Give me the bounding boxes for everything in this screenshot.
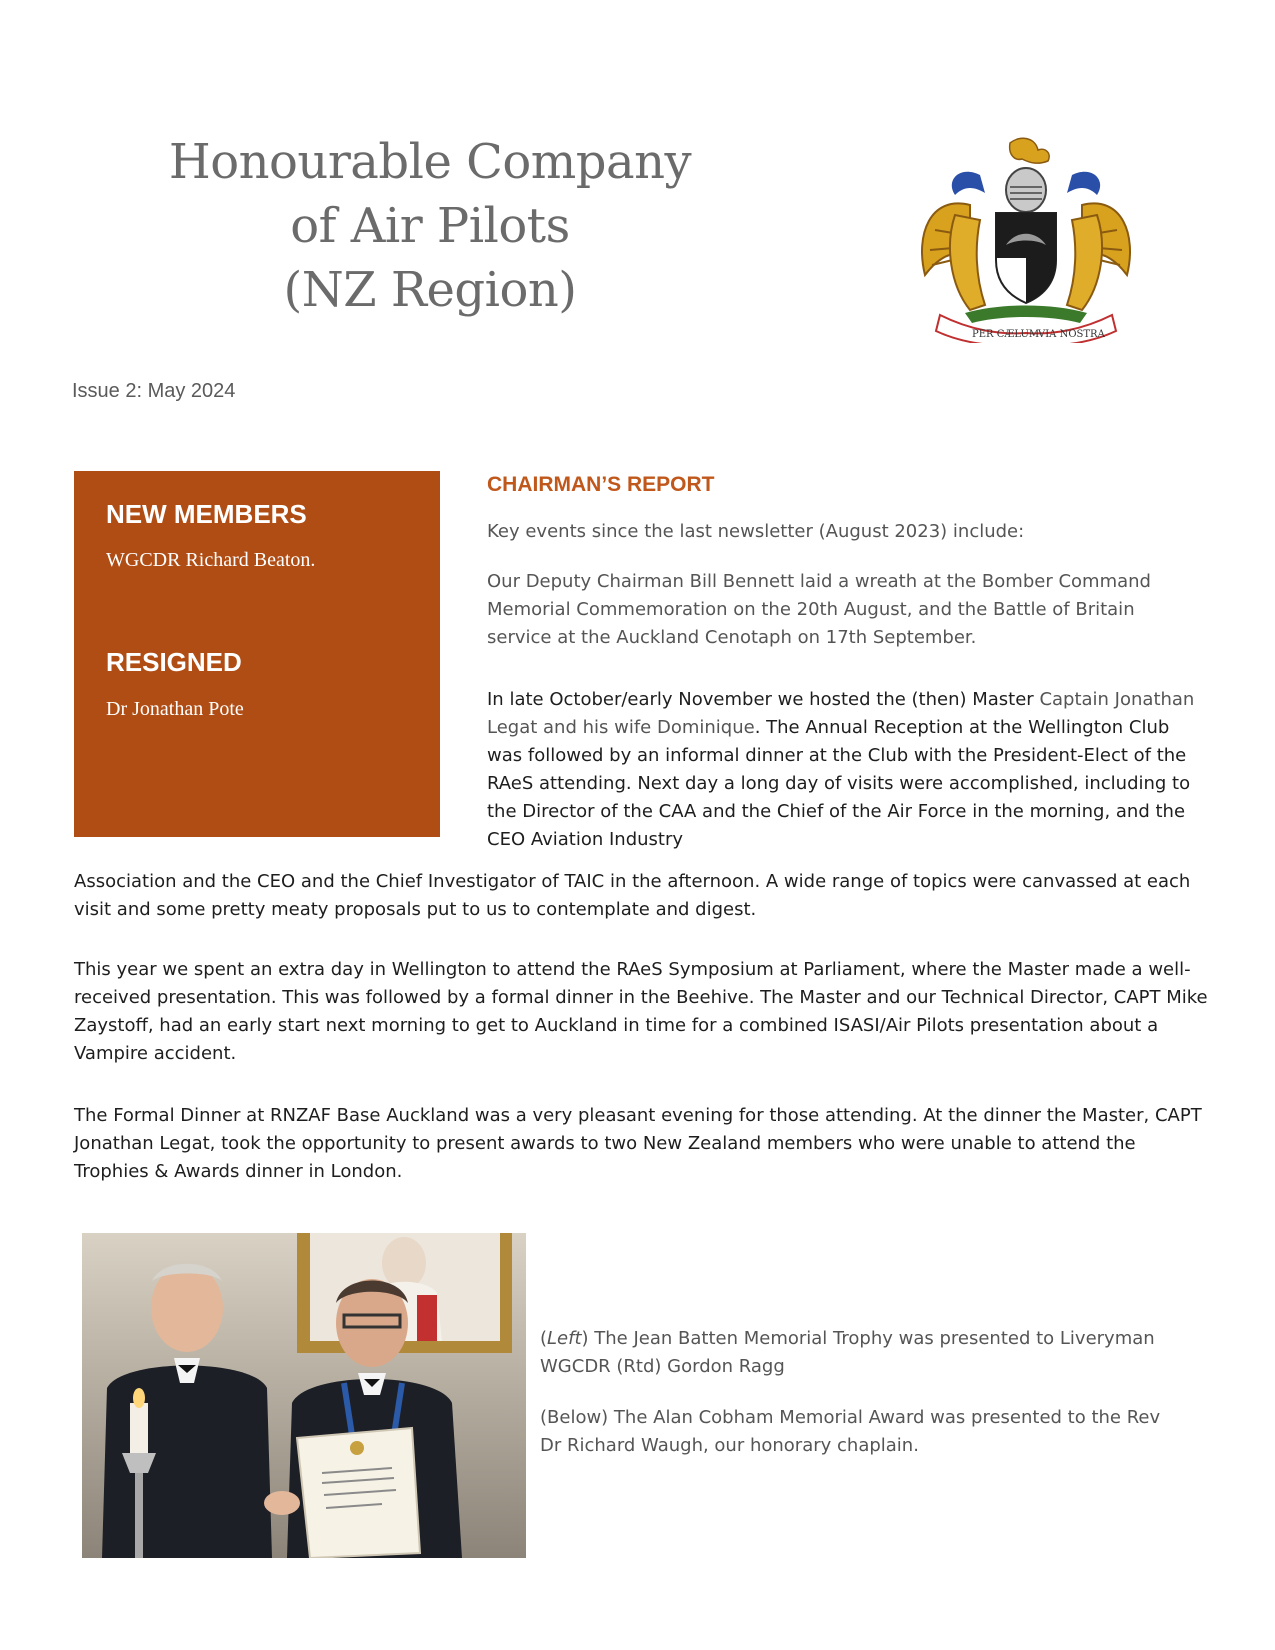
report-intro: Key events since the last newsletter (August 2023) include:	[487, 521, 1025, 542]
title-line-1: Honourable Company	[168, 134, 692, 190]
report-paragraph-4: The Formal Dinner at RNZAF Base Auckland was a very pleasant evening for those attending. At the dinner the Master, CAPT Jonathan Legat, took the opportunity to present awards to two New Zealand members who were unable to attend the Trophies & Awards dinner in London.	[74, 1105, 1202, 1182]
motto-right: VIA NOSTRA	[1038, 329, 1105, 340]
title-line-2: of Air Pilots	[290, 198, 570, 254]
coat-of-arms-crest-icon	[910, 135, 1142, 343]
chairmans-report-heading: CHAIRMAN’S REPORT	[487, 473, 715, 496]
report-paragraph-3: This year we spent an extra day in Wellington to attend the RAeS Symposium at Parliament, where the Master made a well-received presentation. This was followed by a formal dinner in the Beehive. The Master and our Technical Director, CAPT Mike Zaystoff, had an early start next morning to get to Auckland in time for a combined ISASI/Air Pilots presentation about a Vampire accident.	[74, 959, 1208, 1064]
motto-left: PER CÆLUM	[972, 329, 1040, 340]
photo-caption-left: (Left) The Jean Batten Memorial Trophy was presented to Liveryman WGCDR (Rtd) Gordon Ragg	[540, 1328, 1155, 1377]
title-line-3: (NZ Region)	[283, 262, 577, 318]
report-paragraph-2-a: In late October/early November we hosted the (then) Master	[487, 689, 1040, 710]
new-members-text: WGCDR Richard Beaton.	[106, 549, 316, 571]
photo-illustration-icon	[82, 1233, 526, 1558]
caption-left-text: The Jean Batten Memorial Trophy was presented to Liveryman WGCDR (Rtd) Gordon Ragg	[540, 1328, 1155, 1377]
issue-label: Issue 2: May 2024	[72, 380, 236, 402]
newsletter-title	[130, 130, 730, 322]
report-paragraph-1: Our Deputy Chairman Bill Bennett laid a wreath at the Bomber Command Memorial Commemoration on the 20th August, and the Battle of Britain service at the Auckland Cenotaph on 17th September.	[487, 571, 1151, 648]
award-presentation-photo	[82, 1233, 526, 1558]
caption-left-label: Left	[547, 1328, 582, 1349]
members-sidebar	[74, 471, 440, 837]
report-paragraph-2-c: . The Annual Reception at the Wellington Club was followed by an informal dinner at the Club with the President-Elect of the RAeS attending. Next day a long day of visits were accomplished, including to the Director of the CAA and the Chief of the Air Force in the morning, and the CEO Aviation Industry	[487, 717, 1191, 850]
report-paragraph-2-continued: Association and the CEO and the Chief Investigator of TAIC in the afternoon. A wide range of topics were canvassed at each visit and some pretty meaty proposals put to us to contemplate and digest.	[74, 871, 1191, 920]
new-members-heading: NEW MEMBERS	[106, 499, 307, 529]
photo-caption-below: (Below) The Alan Cobham Memorial Award was presented to the Rev Dr Richard Waugh, our honorary chaplain.	[540, 1407, 1161, 1456]
report-paragraph-2	[487, 686, 1202, 854]
resigned-text: Dr Jonathan Pote	[106, 698, 244, 720]
report-paragraph-2-b: Captain Jonathan Legat and his wife Dominique	[487, 689, 1195, 738]
resigned-heading: RESIGNED	[106, 647, 242, 677]
